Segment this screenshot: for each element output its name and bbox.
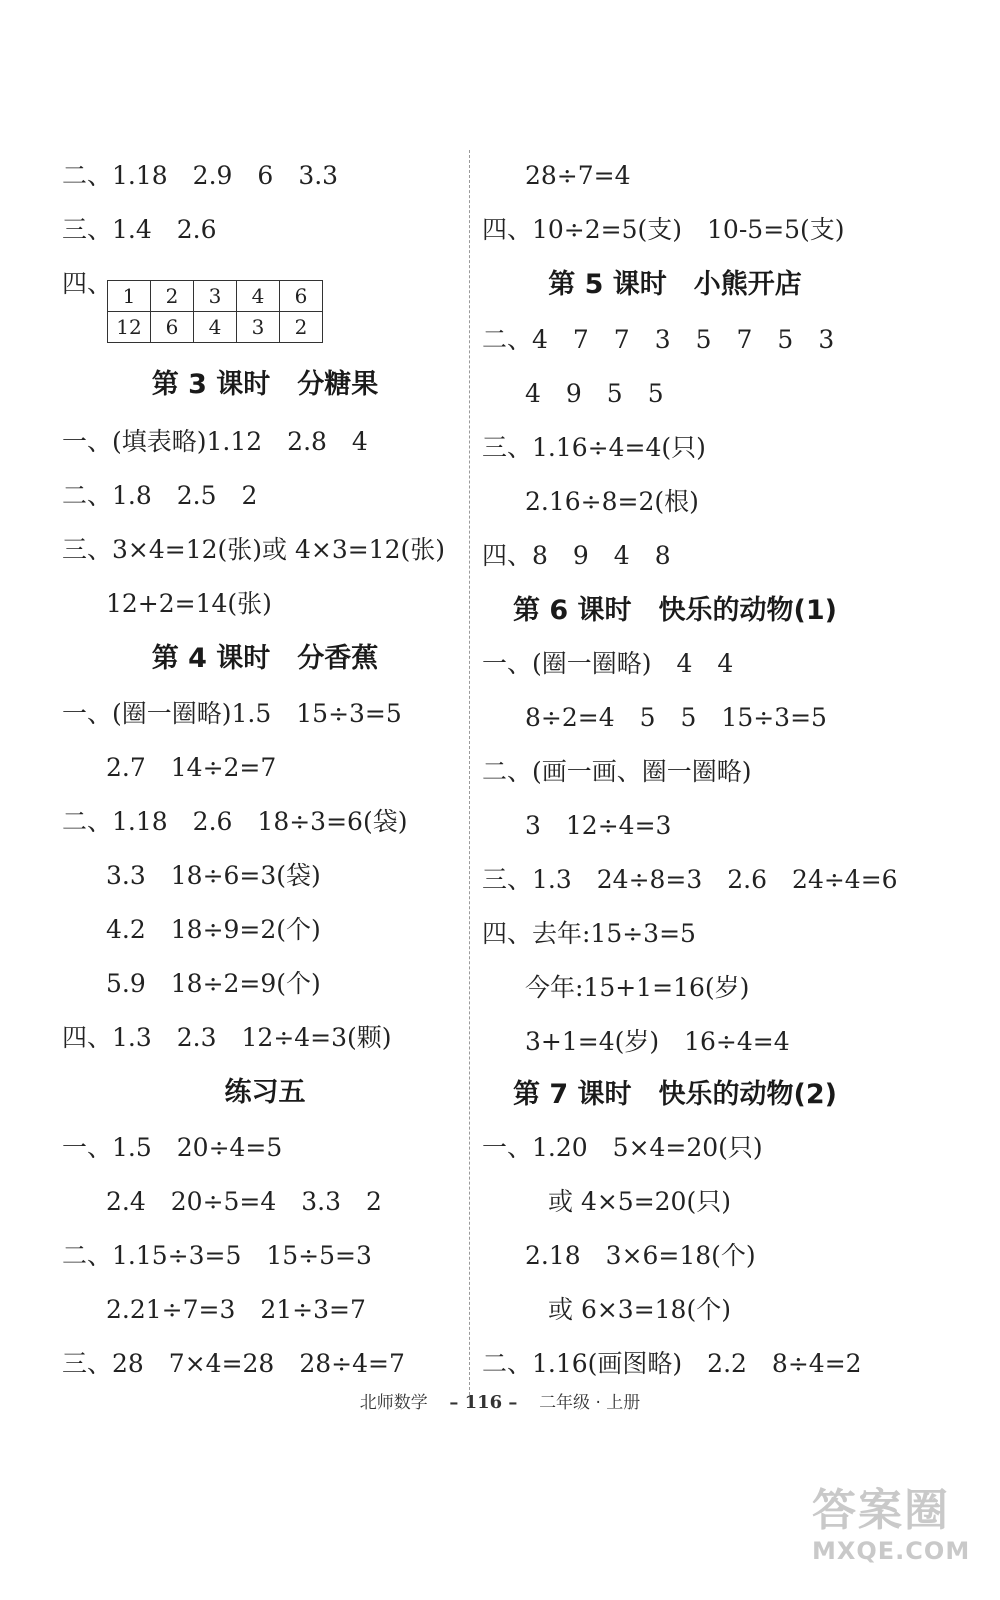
answer-line: 8÷2=4 5 5 15÷3=5 [525,703,827,732]
answer-line: 2.16÷8=2(根) [525,487,699,516]
table-cell: 2 [280,312,323,343]
answer-line: 四、8 9 4 8 [482,541,671,570]
section-heading: 第 7 课时 快乐的动物(2) [512,1079,838,1110]
answer-line: 二、1.18 2.9 6 3.3 [62,161,339,190]
section-heading: 第 6 课时 快乐的动物(1) [512,595,838,626]
answer-line: 三、28 7×4=28 28÷4=7 [62,1349,405,1378]
answer-line: 2.7 14÷2=7 [106,753,277,782]
answer-line: 二、(画一画、圈一圈略) [482,757,752,786]
answer-line: 3 12÷4=3 [525,811,672,840]
answer-table [107,280,323,343]
answer-line: 12+2=14(张) [106,589,272,618]
answer-line: 一、1.5 20÷4=5 [62,1133,283,1162]
answer-line: 一、(圈一圈略) 4 4 [482,649,734,678]
answer-line: 二、4 7 7 3 5 7 5 3 [482,325,835,354]
answer-line: 二、1.16(画图略) 2.2 8÷4=2 [482,1349,862,1378]
answer-line: 或 4×5=20(只) [548,1187,731,1216]
page-number: – 116 – [449,1392,518,1413]
table-cell: 6 [151,312,194,343]
answer-line: 二、1.8 2.5 2 [62,481,258,510]
table-row [108,281,323,312]
answer-line: 5.9 18÷2=9(个) [106,969,321,998]
answer-line: 三、1.4 2.6 [62,215,217,244]
answer-line: 2.4 20÷5=4 3.3 2 [106,1187,382,1216]
answer-line: 一、1.20 5×4=20(只) [482,1133,763,1162]
answer-line: 三、1.3 24÷8=3 2.6 24÷4=6 [482,865,898,894]
footer-grade: 二年级 · 上册 [539,1393,641,1413]
watermark-logo [812,1486,982,1586]
answer-line: 今年:15+1=16(岁) [525,973,750,1002]
table-cell: 4 [237,281,280,312]
table-cell: 12 [108,312,151,343]
answer-line: 四、去年:15÷3=5 [482,919,696,948]
answer-line: 3.3 18÷6=3(袋) [106,861,321,890]
footer-subject: 北师数学 [359,1393,428,1413]
table-cell: 6 [280,281,323,312]
table-cell: 3 [237,312,280,343]
answer-line: 二、1.18 2.6 18÷3=6(袋) [62,807,408,836]
table-cell: 2 [151,281,194,312]
answer-line: 四、 [62,269,113,298]
answer-line: 四、1.3 2.3 12÷4=3(颗) [62,1023,392,1052]
answer-line: 四、10÷2=5(支) 10-5=5(支) [482,215,845,244]
section-heading: 练习五 [224,1077,306,1108]
section-heading: 第 3 课时 分糖果 [151,369,379,400]
answer-line: 28÷7=4 [525,161,631,190]
section-heading: 第 5 课时 小熊开店 [548,269,802,300]
answer-line: 4.2 18÷9=2(个) [106,915,321,944]
table-row [108,312,323,343]
table-cell: 4 [194,312,237,343]
table-cell: 3 [194,281,237,312]
column-divider [469,150,470,1395]
answer-line: 或 6×3=18(个) [548,1295,731,1324]
answer-line: 一、(圈一圈略)1.5 15÷3=5 [62,699,402,728]
answer-line: 三、1.16÷4=4(只) [482,433,706,462]
table-cell: 1 [108,281,151,312]
section-heading: 第 4 课时 分香蕉 [151,643,379,674]
answer-line: 一、(填表略)1.12 2.8 4 [62,427,368,456]
answer-line: 4 9 5 5 [525,379,664,408]
watermark-text: 答案圈 [812,1485,950,1536]
watermark-url: MXQE.COM [812,1537,971,1565]
answer-line: 2.21÷7=3 21÷3=7 [106,1295,366,1324]
answer-line: 3+1=4(岁) 16÷4=4 [525,1027,790,1056]
page-footer [0,1388,1000,1413]
answer-line: 二、1.15÷3=5 15÷5=3 [62,1241,372,1270]
answer-line: 2.18 3×6=18(个) [525,1241,756,1270]
answer-line: 三、3×4=12(张)或 4×3=12(张) [62,535,445,564]
